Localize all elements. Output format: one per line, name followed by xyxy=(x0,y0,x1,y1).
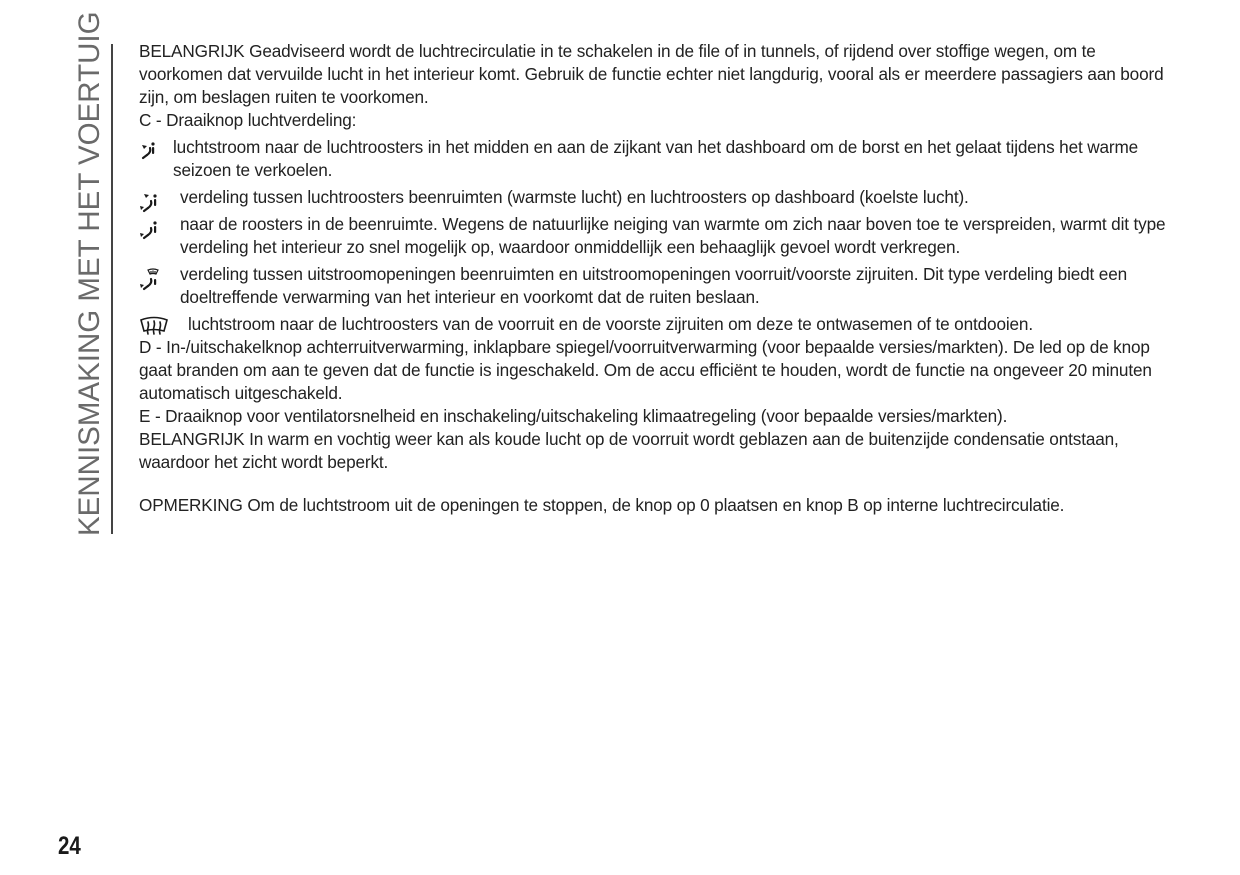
face-feet-vent-icon xyxy=(139,190,163,214)
list-item-windscreen-defrost xyxy=(139,313,1169,336)
list-item-text: luchtstroom naar de luchtroosters in het midden en aan de zijkant van het dashboard om de borst en het gelaat tijdens het warme seizoen te verkoelen. xyxy=(173,137,1139,180)
page-content xyxy=(139,40,1169,517)
paragraph-knop-c: C - Draaiknop luchtverdeling: xyxy=(139,110,357,130)
paragraph-knop-d: D - In-/uitschakelknop achterruitverwarming, inklapbare spiegel/voorruitverwarming (voor bepaalde versies/markten). De led op de knop gaat branden om aan te geven dat de functie is ingeschakeld. Om de accu efficiënt te houden, wordt de functie na ongeveer 20 minuten automatisch uitgeschakeld. xyxy=(139,337,1152,403)
page-number: 24 xyxy=(58,832,81,860)
feet-vent-icon xyxy=(139,217,163,241)
paragraph-knop-e: E - Draaiknop voor ventilatorsnelheid en inschakeling/uitschakeling klimaatregeling (voor bepaalde versies/markten). xyxy=(139,406,1008,426)
section-side-title xyxy=(73,11,106,536)
list-item-text: verdeling tussen uitstroomopeningen beenruimten en uitstroomopeningen voorruit/voorste zijruiten. Dit type verdeling biedt een doeltreffende verwarming van het interieur en voorkomt dat de ruiten beslaan. xyxy=(180,264,1128,307)
paragraph-opmerking: OPMERKING Om de luchtstroom uit de openingen te stoppen, de knop op 0 plaatsen en knop B op interne luchtrecirculatie. xyxy=(139,495,1065,515)
side-divider xyxy=(111,44,113,534)
paragraph-belangrijk-recirculatie: BELANGRIJK Geadviseerd wordt de luchtrecirculatie in te schakelen in de file of in tunnels, of rijdend over stoffige wegen, om te voorkomen dat vervuilde lucht in het interieur komt. Gebruik de functie echter niet langdurig, vooral als er meerdere passagiers aan boord zijn, om beslagen ruiten te voorkomen. xyxy=(139,41,1164,107)
feet-defrost-vent-icon xyxy=(139,267,163,291)
paragraph-belangrijk-condensatie: BELANGRIJK In warm en vochtig weer kan als koude lucht op de voorruit wordt geblazen aan de buitenzijde condensatie ontstaan, waardoor het zicht wordt beperkt. xyxy=(139,429,1119,472)
list-item-text: luchtstroom naar de luchtroosters van de voorruit en de voorste zijruiten om deze te ontwasemen of te ontdooien. xyxy=(188,314,1033,334)
list-item-feet-defrost-vent xyxy=(139,263,1169,309)
windscreen-defrost-icon xyxy=(139,314,169,338)
list-item-face-feet-vent xyxy=(139,186,1169,209)
list-item-text: naar de roosters in de beenruimte. Wegens de natuurlijke neiging van warmte om zich naar boven toe te verspreiden, warmt dit type verdeling het interieur zo snel mogelijk op, waardoor onmiddellijk een behaaglijk gevoel wordt verkregen. xyxy=(180,214,1166,257)
list-item-feet-vent xyxy=(139,213,1169,259)
list-item-text: verdeling tussen luchtroosters beenruimten (warmste lucht) en luchtroosters op dashboard (koelste lucht). xyxy=(180,187,969,207)
paragraph-gap xyxy=(139,474,1169,494)
face-vent-icon xyxy=(139,138,163,162)
list-item-face-vent xyxy=(139,136,1169,182)
section-side-title-text: KENNISMAKING MET HET VOERTUIG xyxy=(73,11,106,536)
